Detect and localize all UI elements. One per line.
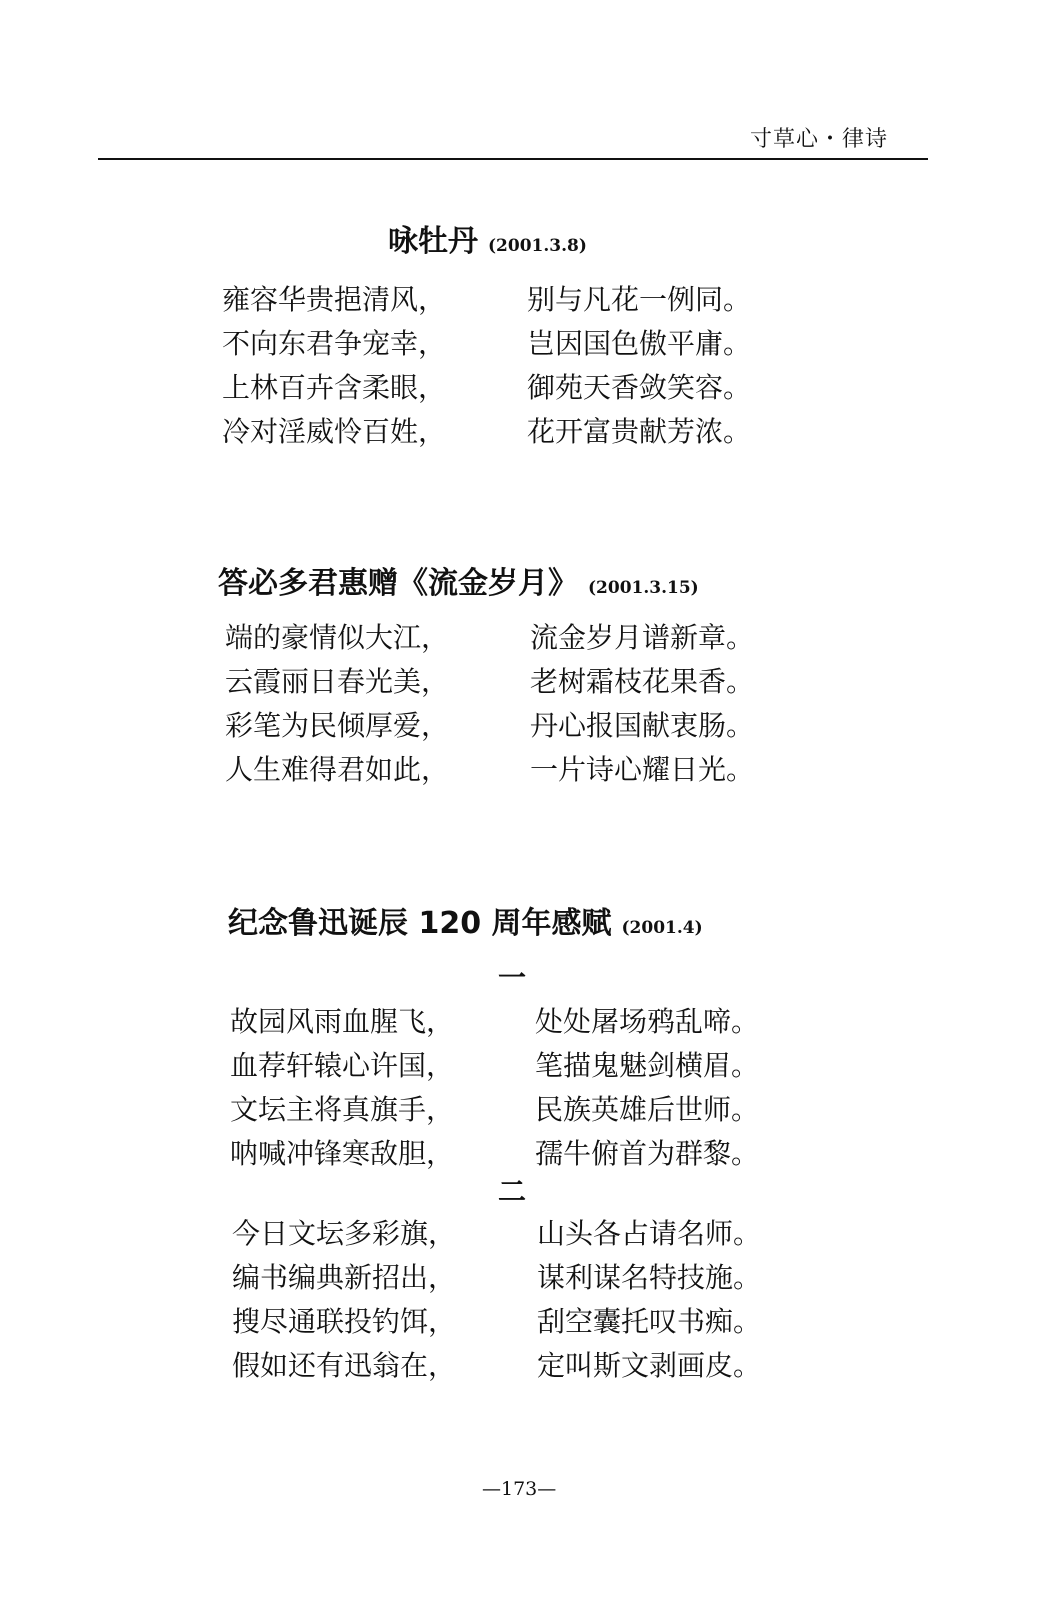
poem-title-text: 纪念鲁迅诞辰 120 周年感赋: [228, 906, 612, 941]
poem-title: [218, 558, 699, 602]
line-second-half: 处处屠场鸦乱啼。: [535, 1005, 760, 1038]
line-first-half: 冷对淫威怜百姓，: [222, 415, 447, 448]
line-second-half: 山头各占请名师。: [537, 1217, 762, 1250]
line-second-half: 一片诗心耀日光。: [530, 753, 755, 786]
poem-date: (2001.4): [621, 918, 703, 938]
line-second-half: 谋利谋名特技施。: [537, 1261, 762, 1294]
line-second-half: 孺牛俯首为群黎。: [535, 1137, 760, 1170]
line-first-half: 雍容华贵挹清风，: [222, 283, 447, 316]
poem-date: (2001.3.15): [588, 578, 699, 598]
running-header: 寸草心・律诗: [750, 127, 889, 152]
line-second-half: 岂因国色傲平庸。: [527, 327, 752, 360]
poem-title: [388, 216, 587, 260]
line-second-half: 老树霜枝花果香。: [530, 665, 755, 698]
line-first-half: 人生难得君如此，: [225, 753, 450, 786]
line-second-half: 笔描鬼魅剑横眉。: [535, 1049, 760, 1082]
line-first-half: 呐喊冲锋寒敌胆，: [230, 1137, 455, 1170]
page-number: —173—: [482, 1478, 557, 1500]
line-first-half: 云霞丽日春光美，: [225, 665, 450, 698]
line-first-half: 端的豪情似大江，: [225, 621, 450, 654]
line-second-half: 民族英雄后世师。: [535, 1093, 760, 1126]
line-first-half: 搜尽通联投钓饵，: [232, 1305, 457, 1338]
line-first-half: 编书编典新招出，: [232, 1261, 457, 1294]
poem-date: (2001.3.8): [488, 236, 587, 256]
line-first-half: 不向东君争宠幸，: [222, 327, 447, 360]
line-second-half: 定叫斯文剥画皮。: [537, 1349, 762, 1382]
part-marker: 一: [498, 961, 527, 994]
line-first-half: 今日文坛多彩旗，: [232, 1217, 457, 1250]
line-second-half: 别与凡花一例同。: [527, 283, 752, 316]
line-second-half: 丹心报国献衷肠。: [530, 709, 755, 742]
line-first-half: 上林百卉含柔眼，: [222, 371, 447, 404]
line-first-half: 文坛主将真旗手，: [230, 1093, 455, 1126]
line-second-half: 刮空囊托叹书痴。: [537, 1305, 762, 1338]
line-first-half: 故园风雨血腥飞，: [230, 1005, 455, 1038]
line-first-half: 血荐轩辕心许国，: [230, 1049, 455, 1082]
poem-title-text: 答必多君惠赠《流金岁月》: [218, 566, 578, 601]
header-rule: [98, 158, 928, 160]
line-second-half: 花开富贵献芳浓。: [527, 415, 752, 448]
line-second-half: 流金岁月谱新章。: [530, 621, 755, 654]
part-marker: 二: [498, 1175, 527, 1208]
poem-title-text: 咏牡丹: [388, 224, 478, 259]
line-first-half: 彩笔为民倾厚爱，: [225, 709, 450, 742]
poem-title: [228, 898, 703, 942]
line-first-half: 假如还有迅翁在，: [232, 1349, 457, 1382]
line-second-half: 御苑天香敛笑容。: [527, 371, 752, 404]
